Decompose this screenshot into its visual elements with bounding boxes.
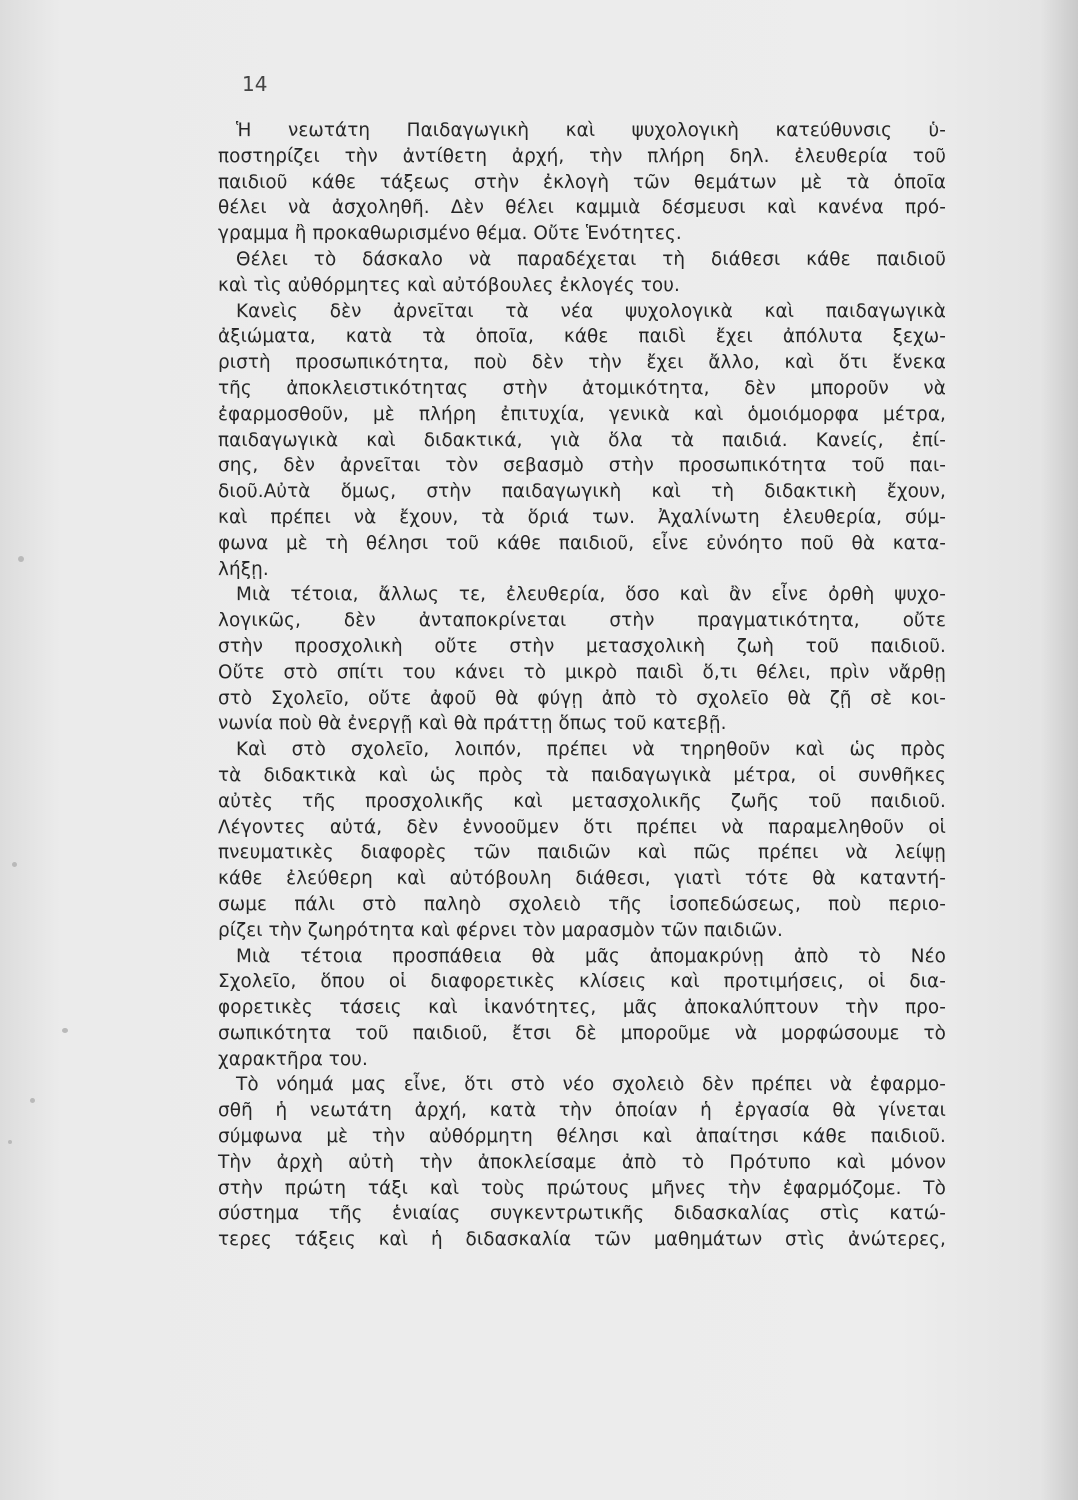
text-line: σωπικότητα τοῦ παιδιοῦ, ἔτσι δὲ μποροῦμε νὰ μορφώσουμε τὸ	[218, 1022, 946, 1044]
text-line: νωνία ποὺ θὰ ἐνεργῇ καὶ θὰ πράττῃ ὅπως τοῦ κατεβῇ.	[218, 713, 727, 735]
text-line: θέλει νὰ ἀσχοληθῆ. Δὲν θέλει καμμιὰ δέσμευσι καὶ κανένα πρό-	[218, 197, 946, 219]
text-line: διοῦ.Αὐτὰ ὅμως, στὴν παιδαγωγικὴ καὶ τὴ διδακτικὴ ἔχουν,	[218, 481, 946, 503]
text-line: Μιὰ τέτοια, ἄλλως τε, ἐλευθερία, ὅσο καὶ ἂν εἶνε ὀρθὴ ψυχο-	[236, 584, 946, 606]
text-line: σης, δὲν ἀρνεῖται τὸν σεβασμὸ στὴν προσωπικότητα τοῦ παι-	[218, 455, 946, 477]
text-line: στὴν πρώτη τάξι καὶ τοὺς πρώτους μῆνες τὴν ἐφαρμόζομε. Τὸ	[218, 1177, 946, 1199]
text-line: σύστημα τῆς ἑνιαίας συγκεντρωτικῆς διδασκαλίας στὶς κατώ-	[218, 1203, 946, 1225]
text-line: καὶ πρέπει νὰ ἔχουν, τὰ ὅριά των. Ἀχαλίνωτη ἐλευθερία, σύμ-	[218, 506, 946, 528]
text-line: κάθε ἐλεύθερη καὶ αὐτόβουλη διάθεσι, γιατὶ τότε θὰ καταντή-	[218, 868, 946, 890]
text-line: παιδιοῦ κάθε τάξεως στὴν ἐκλογὴ τῶν θεμάτων μὲ τὰ ὁποῖα	[218, 171, 946, 193]
dust-speck	[8, 1140, 12, 1144]
text-line: Λέγοντες αὐτά, δὲν ἐννοοῦμεν ὅτι πρέπει νὰ παραμεληθοῦν οἱ	[218, 816, 946, 838]
dust-speck	[12, 862, 17, 867]
text-line: φωνα μὲ τὴ θέλησι τοῦ κάθε παιδιοῦ, εἶνε εὐνόητο ποῦ θὰ κατα-	[218, 532, 946, 554]
text-line: αὐτὲς τῆς προσχολικῆς καὶ μετασχολικῆς ζωῆς τοῦ παιδιοῦ.	[218, 790, 946, 812]
text-line: λογικῶς, δὲν ἀνταποκρίνεται στὴν πραγματικότητα, οὔτε	[218, 610, 946, 632]
dust-speck	[30, 1098, 35, 1103]
text-line: σωμε πάλι στὸ παληὸ σχολειὸ τῆς ἰσοπεδώσεως, ποὺ περιο-	[218, 893, 946, 915]
text-line: στὴν προσχολικὴ οὔτε στὴν μετασχολικὴ ζωὴ τοῦ παιδιοῦ.	[218, 635, 946, 657]
text-line: χαρακτῆρα του.	[218, 1048, 368, 1070]
text-line: λήξῃ.	[218, 558, 269, 580]
text-line: Θέλει τὸ δάσκαλο νὰ παραδέχεται τὴ διάθεσι κάθε παιδιοῦ	[236, 248, 946, 270]
text-line: Ἡ νεωτάτη Παιδαγωγικὴ καὶ ψυχολογικὴ κατεύθυνσις ὑ-	[236, 120, 946, 141]
dust-speck	[62, 1028, 68, 1033]
text-line: Οὔτε στὸ σπίτι του κάνει τὸ μικρὸ παιδὶ ὅ,τι θέλει, πρὶν νἄρθῃ	[218, 661, 946, 683]
text-line: παιδαγωγικὰ καὶ διδακτικά, γιὰ ὅλα τὰ παιδιά. Κανείς, ἐπί-	[218, 429, 946, 451]
text-line: στὸ Σχολεῖο, οὔτε ἀφοῦ θὰ φύγῃ ἀπὸ τὸ σχολεῖο θὰ ζῇ σὲ κοι-	[218, 687, 946, 709]
text-line: τὰ διδακτικὰ καὶ ὡς πρὸς τὰ παιδαγωγικὰ μέτρα, οἱ συνθῆκες	[218, 764, 946, 786]
text-line: ἐφαρμοσθοῦν, μὲ πλήρη ἐπιτυχία, γενικὰ καὶ ὁμοιόμορφα μέτρα,	[218, 403, 946, 425]
text-line: Κανεὶς δὲν ἀρνεῖται τὰ νέα ψυχολογικὰ καὶ παιδαγωγικὰ	[236, 300, 946, 322]
text-line: τῆς ἀποκλειστικότητας στὴν ἀτομικότητα, δὲν μποροῦν νὰ	[218, 377, 946, 399]
text-line: Μιὰ τέτοια προσπάθεια θὰ μᾶς ἀπομακρύνῃ ἀπὸ τὸ Νέο	[236, 945, 946, 967]
text-line: σθῆ ἡ νεωτάτη ἀρχή, κατὰ τὴν ὁποίαν ἡ ἐργασία θὰ γίνεται	[218, 1100, 946, 1122]
dust-speck	[18, 556, 24, 562]
text-line: Τὸ νόημά μας εἶνε, ὅτι στὸ νέο σχολειὸ δὲν πρέπει νὰ ἐφαρμο-	[236, 1074, 946, 1096]
text-line: Καὶ στὸ σχολεῖο, λοιπόν, πρέπει νὰ τηρηθοῦν καὶ ὡς πρὸς	[236, 739, 946, 761]
page-number: 14	[242, 72, 268, 96]
text-line: φορετικὲς τάσεις καὶ ἱκανότητες, μᾶς ἀποκαλύπτουν τὴν προ-	[218, 997, 946, 1019]
text-line: τερες τάξεις καὶ ἡ διδασκαλία τῶν μαθημάτων στὶς ἀνώτερες,	[218, 1229, 946, 1251]
text-line: Σχολεῖο, ὅπου οἱ διαφορετικὲς κλίσεις καὶ προτιμήσεις, οἱ δια-	[218, 971, 946, 993]
text-line: ποστηρίζει τὴν ἀντίθετη ἀρχή, τὴν πλήρη δηλ. ἐλευθερία τοῦ	[218, 145, 946, 167]
text-line: σύμφωνα μὲ τὴν αὐθόρμητη θέλησι καὶ ἀπαίτησι κάθε παιδιοῦ.	[218, 1126, 946, 1148]
text-line: ρίζει τὴν ζωηρότητα καὶ φέρνει τὸν μαρασμὸν τῶν παιδιῶν.	[218, 919, 783, 941]
text-line: ριστὴ προσωπικότητα, ποὺ δὲν τὴν ἔχει ἄλλο, καὶ ὅτι ἕνεκα	[218, 352, 946, 374]
text-line: καὶ τὶς αὐθόρμητες καὶ αὐτόβουλες ἐκλογές του.	[218, 274, 680, 296]
text-line: ἀξιώματα, κατὰ τὰ ὁποῖα, κάθε παιδὶ ἔχει ἀπόλυτα ξεχω-	[218, 326, 946, 348]
body-text	[218, 118, 946, 1253]
text-line: Τὴν ἀρχὴ αὐτὴ τὴν ἀποκλείσαμε ἀπὸ τὸ Πρότυπο καὶ μόνον	[218, 1151, 946, 1173]
text-line: γραμμα ἢ προκαθωρισμένο θέμα. Οὔτε Ἑνότητες.	[218, 223, 682, 245]
text-line: πνευματικὲς διαφορὲς τῶν παιδιῶν καὶ πῶς πρέπει νὰ λείψῃ	[218, 842, 946, 864]
